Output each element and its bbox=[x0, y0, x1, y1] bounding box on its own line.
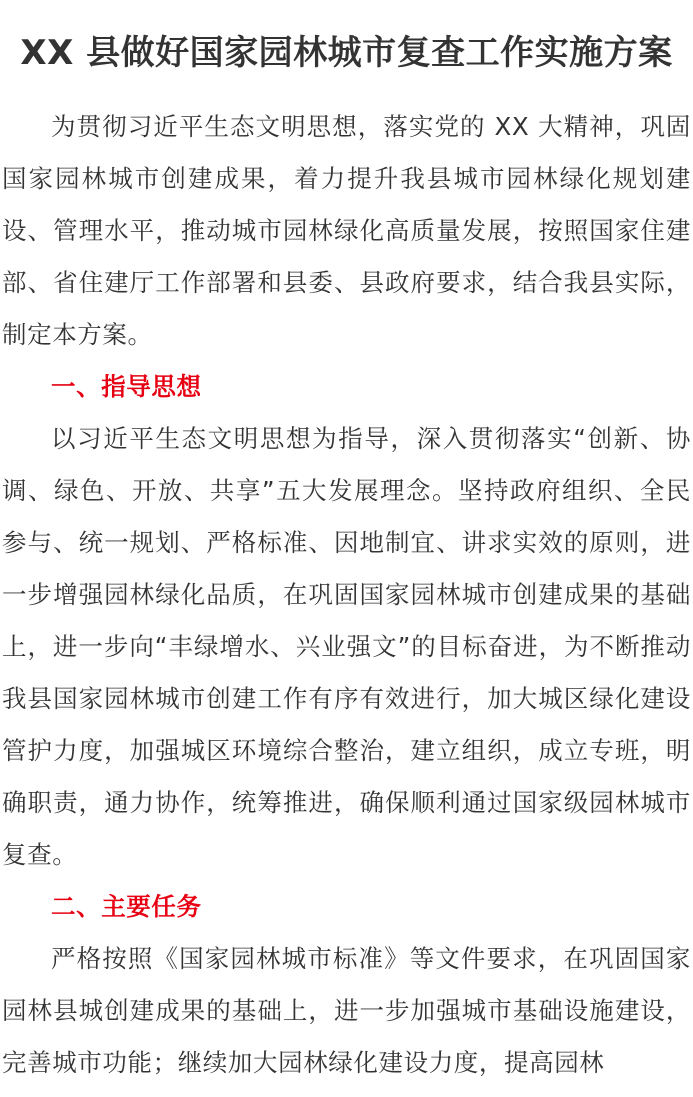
section-heading-main-tasks: 二、主要任务 bbox=[51, 892, 202, 921]
section-heading-guiding-ideology: 一、指导思想 bbox=[51, 372, 202, 401]
section-paragraph-main-tasks: 严格按照《国家园林城市标准》等文件要求，在巩固国家园林县城创建成果的基础上，进一步加强城市基础设施建设，完善城市功能；继续加大园林绿化建设力度，提高园林 bbox=[2, 944, 691, 1077]
intro-paragraph: 为贯彻习近平生态文明思想，落实党的 XX 大精神，巩固国家园林城市创建成果，着力提升我县城市园林绿化规划建设、管理水平，推动城市园林绿化高质量发展，按照国家住建部、省住建厅工作部署和县委、县政府要求，结合我县实际，制定本方案。 bbox=[2, 112, 691, 349]
document-title: XX 县做好国家园林城市复查工作实施方案 bbox=[20, 33, 673, 73]
section-paragraph-guiding-ideology: 以习近平生态文明思想为指导，深入贯彻落实“创新、协调、绿色、开放、共享”五大发展理念。坚持政府组织、全民参与、统一规划、严格标准、因地制宜、讲求实效的原则，进一步增强园林绿化品质，在巩固国家园林城市创建成果的基础上，进一步向“丰绿增水、兴业强文”的目标奋进，为不断推动我县国家园林城市创建工作有序有效进行，加大城区绿化建设管护力度，加强城区环境综合整治，建立组织，成立专班，明确职责，通力协作，统筹推进，确保顺利通过国家级园林城市复查。 bbox=[2, 424, 691, 869]
document-body bbox=[0, 101, 693, 1089]
